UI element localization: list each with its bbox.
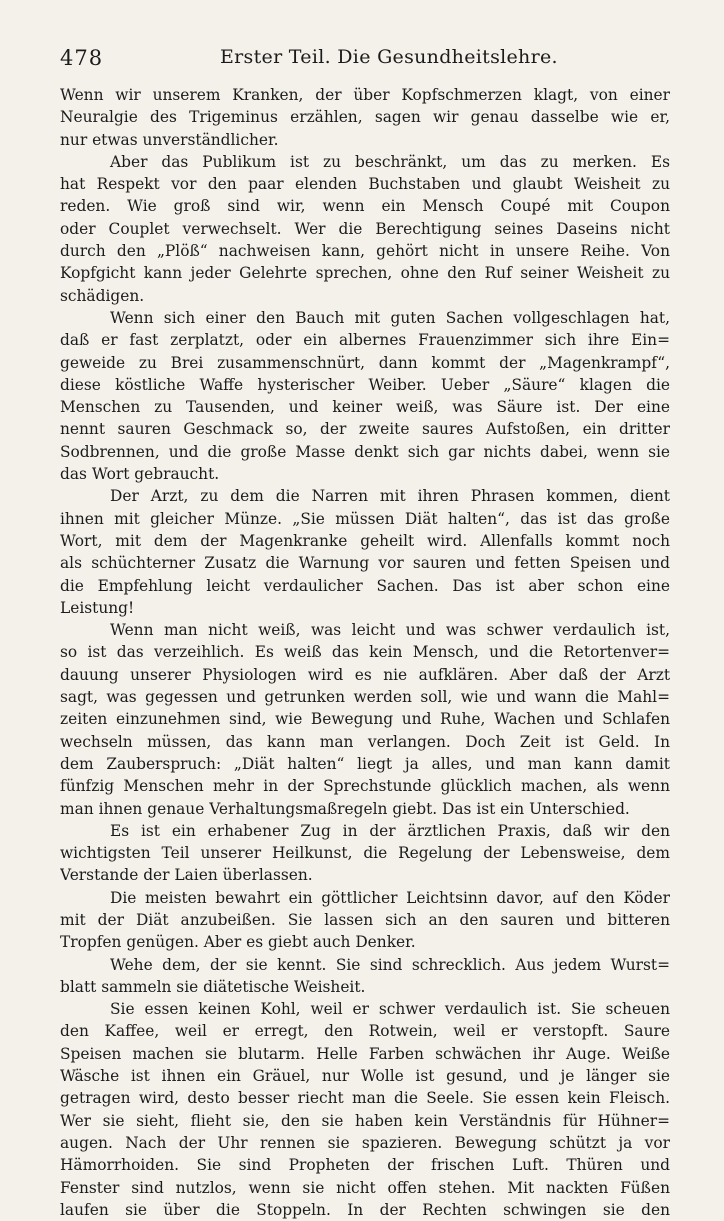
text-line: daß er fast zerplatzt, oder ein albernes Frauenzimmer sich ihre Ein= — [60, 331, 670, 350]
text-line: reden. Wie groß sind wir, wenn ein Mensch Coupé mit Coupon — [60, 197, 670, 216]
text-line: man ihnen genaue Verhaltungsmaßregeln giebt. Das ist ein Unterschied. — [60, 799, 630, 818]
text-line: schädigen. — [60, 286, 145, 305]
text-line: den Kaffee, weil er erregt, den Rotwein, weil er verstopft. Saure — [60, 1022, 670, 1041]
text-line: Wenn wir unserem Kranken, der über Kopfschmerzen klagt, von einer — [60, 86, 670, 104]
text-line: Wenn man nicht weiß, was leicht und was schwer verdaulich ist, — [110, 621, 670, 640]
text-line: wechseln müssen, das kann man verlangen. Doch Zeit ist Geld. In — [60, 732, 670, 751]
text-line: als schüchterner Zusatz die Warnung vor sauren und fetten Speisen und — [60, 554, 670, 573]
text-line: Fenster sind nutzlos, wenn sie nicht offen stehen. Mit nackten Füßen — [60, 1178, 670, 1197]
text-line: die Empfehlung leicht verdaulicher Sachen. Das ist aber schon eine — [60, 576, 670, 595]
text-line: Der Arzt, zu dem die Narren mit ihren Phrasen kommen, dient — [110, 487, 670, 506]
body-text — [60, 84, 670, 1221]
text-line: Hämorrhoiden. Sie sind Propheten der frischen Luft. Thüren und — [60, 1156, 670, 1175]
text-line: oder Couplet verwechselt. Wer die Berechtigung seines Daseins nicht — [60, 219, 670, 238]
text-line: dem Zauberspruch: „Diät halten“ liegt ja alles, und man kann damit — [60, 754, 670, 773]
text-line: laufen sie über die Stoppeln. In der Rechten schwingen sie den — [60, 1200, 670, 1219]
text-line: Sie essen keinen Kohl, weil er schwer verdaulich ist. Sie scheuen — [110, 1000, 670, 1019]
text-line: sagt, was gegessen und getrunken werden soll, wie und wann die Mahl= — [60, 688, 670, 707]
text-line: das Wort gebraucht. — [60, 465, 220, 484]
text-line: hat Respekt vor den paar elenden Buchstaben und glaubt Weisheit zu — [60, 175, 670, 194]
text-line: Kopfgicht kann jeder Gelehrte sprechen, ohne den Ruf seiner Weisheit zu — [60, 264, 670, 283]
text-line: so ist das verzeihlich. Es weiß das kein Mensch, und die Retortenver= — [60, 643, 670, 662]
text-line: dauung unserer Physiologen wird es nie aufklären. Aber daß der Arzt — [60, 665, 670, 684]
text-line: geweide zu Brei zusammenschnürt, dann kommt der „Magenkrampf“, — [60, 353, 670, 372]
text-line: Aber das Publikum ist zu beschränkt, um das zu merken. Es — [110, 152, 670, 171]
text-line: ihnen mit gleicher Münze. „Sie müssen Diät halten“, das ist das große — [60, 509, 670, 528]
text-line: Sodbrennen, und die große Masse denkt sich gar nichts dabei, wenn sie — [60, 442, 670, 461]
text-line: nur etwas unverständlicher. — [60, 130, 279, 149]
text-line: durch den „Plöß“ nachweisen kann, gehört nicht in unsere Reihe. Von — [60, 242, 670, 261]
text-line: fünfzig Menschen mehr in der Sprechstunde glücklich machen, als wenn — [60, 777, 670, 796]
text-line: zeiten einzunehmen sind, wie Bewegung und Ruhe, Wachen und Schlafen — [60, 710, 670, 729]
text-line: augen. Nach der Uhr rennen sie spazieren. Bewegung schützt ja vor — [60, 1133, 670, 1152]
text-line: Die meisten bewahrt ein göttlicher Leichtsinn davor, auf den Köder — [110, 888, 670, 907]
text-line: mit der Diät anzubeißen. Sie lassen sich an den sauren und bitteren — [60, 910, 670, 929]
text-line: wichtigsten Teil unserer Heilkunst, die Regelung der Lebensweise, dem — [60, 844, 670, 863]
text-line: nennt sauren Geschmack so, der zweite saures Aufstoßen, ein dritter — [60, 420, 670, 439]
text-line: diese köstliche Waffe hysterischer Weiber. Ueber „Säure“ klagen die — [60, 375, 670, 394]
page-header — [60, 38, 670, 78]
text-line: Neuralgie des Trigeminus erzählen, sagen wir genau dasselbe wie er, — [60, 108, 670, 127]
text-line: Tropfen genügen. Aber es giebt auch Denker. — [60, 933, 416, 952]
running-head: Erster Teil. Die Gesundheitslehre. — [220, 46, 558, 68]
text-line: blatt sammeln sie diätetische Weisheit. — [60, 977, 366, 996]
text-line: Verstande der Laien überlassen. — [60, 866, 313, 885]
text-line: Wehe dem, der sie kennt. Sie sind schrecklich. Aus jedem Wurst= — [110, 955, 670, 974]
page-number: 478 — [60, 46, 104, 70]
text-line: Speisen machen sie blutarm. Helle Farben schwächen ihr Auge. Weiße — [60, 1044, 670, 1063]
text-line: Wer sie sieht, flieht sie, den sie haben kein Verständnis für Hühner= — [60, 1111, 670, 1130]
book-page — [60, 38, 670, 1221]
text-line: Wäsche ist ihnen ein Gräuel, nur Wolle ist gesund, und je länger sie — [60, 1067, 670, 1086]
text-line: Menschen zu Tausenden, und keiner weiß, was Säure ist. Der eine — [60, 398, 670, 417]
text-line: Es ist ein erhabener Zug in der ärztlichen Praxis, daß wir den — [110, 821, 670, 840]
text-line: Wort, mit dem der Magenkranke geheilt wird. Allenfalls kommt noch — [60, 531, 670, 550]
text-line: Wenn sich einer den Bauch mit guten Sachen vollgeschlagen hat, — [110, 308, 670, 327]
text-line: getragen wird, desto besser riecht man die Seele. Sie essen kein Fleisch. — [60, 1089, 670, 1108]
text-line: Leistung! — [60, 598, 135, 617]
